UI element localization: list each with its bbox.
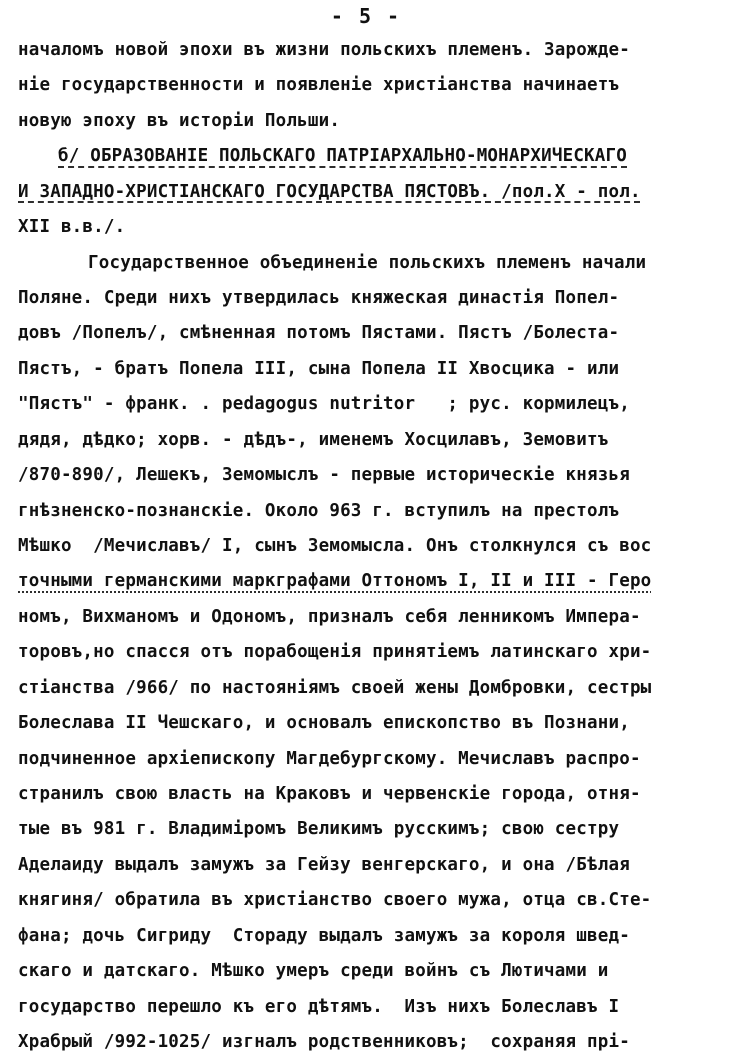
text-line: Храбрый /992-1025/ изгналъ родственниковъ; сохраняя прі- (18, 1032, 630, 1052)
text-line: Мѣшко /Мечиславъ/ I, сынъ Земомысла. Онъ столкнулся съ вос (18, 536, 652, 556)
text-line: фана; дочь Сигриду Стораду выдалъ замужъ за короля швед- (18, 925, 630, 946)
page-number: - 5 - (330, 4, 402, 28)
section-heading-line-1: б/ ОБРАЗОВАНІЕ ПОЛЬСКАГО ПАТРІАРХАЛЬНО-МОНАРХИЧЕСКАГО (58, 146, 628, 167)
paragraph-first-line: Государственное объединеніе польскихъ племенъ начали (88, 252, 647, 273)
text-line: Пястъ, - братъ Попела III, сына Попела II Хвосцика - или (18, 358, 620, 379)
text-line: /870-890/, Лешекъ, Земомыслъ - первые историческіе князья (18, 465, 630, 486)
text-line: "Пястъ" - франк. . pedagogus nutritor ; рус. кормилецъ, (18, 394, 630, 415)
text-line: государство перешло къ его дѣтямъ. Изъ нихъ Болеславъ I (18, 996, 620, 1017)
text-line: скаго и датскаго. Мѣшко умеръ среди войнъ съ Лютичами и (18, 961, 609, 982)
text-line: подчиненное архіепископу Магдебургскому. Мечиславъ распро- (18, 748, 641, 769)
text-line: странилъ свою власть на Краковъ и червенскіе города, отня- (18, 784, 641, 804)
text-line: торовъ,но спасся отъ порабощенія принятіемъ латинскаго хри- (18, 642, 652, 663)
text-line: дядя, дѣдко; хорв. - дѣдъ-, именемъ Хосцилавъ, Земовитъ (18, 429, 609, 450)
text-line: довъ /Попелъ/, смѣненная потомъ Пястами. Пястъ /Болеста- (18, 323, 620, 344)
text-line: XII в.в./. (18, 217, 126, 238)
text-line: княгиня/ обратила въ христіанство своего мужа, отца св.Сте- (18, 890, 652, 911)
text-line: точными германскими маркграфами Оттономъ I, II и III - Геро (18, 571, 652, 592)
text-line: тые въ 981 г. Владиміромъ Великимъ русскимъ; свою сестру (18, 819, 620, 840)
text-line: номъ, Вихманомъ и Одономъ, призналъ себя ленникомъ Импера- (18, 606, 641, 627)
text-line: Болеслава II Чешскаго, и основалъ епископство въ Познани, (18, 713, 630, 734)
text-line: Аделаиду выдалъ замужъ за Гейзу венгерскаго, и она /Бѣлая (18, 854, 630, 875)
text-line: началомъ новой эпохи въ жизни польскихъ племенъ. Зарожде- (18, 40, 630, 60)
text-line: стіанства /966/ по настояніямъ своей жены Домбровки, сестры (18, 677, 652, 698)
text-line: Поляне. Среди нихъ утвердилась княжеская династія Попел- (18, 288, 620, 308)
text-line: ніе государственности и появленіе христіанства начинаетъ (18, 75, 620, 96)
section-heading-line-2: И ЗАПАДНО-ХРИСТІАНСКАГО ГОСУДАРСТВА ПЯСТОВЪ. /пол.X - пол. (18, 181, 641, 202)
text-line: гнѣзненско-познанскіе. Около 963 г. вступилъ на престолъ (18, 500, 620, 521)
text-line: новую эпоху въ исторіи Польши. (18, 110, 341, 131)
